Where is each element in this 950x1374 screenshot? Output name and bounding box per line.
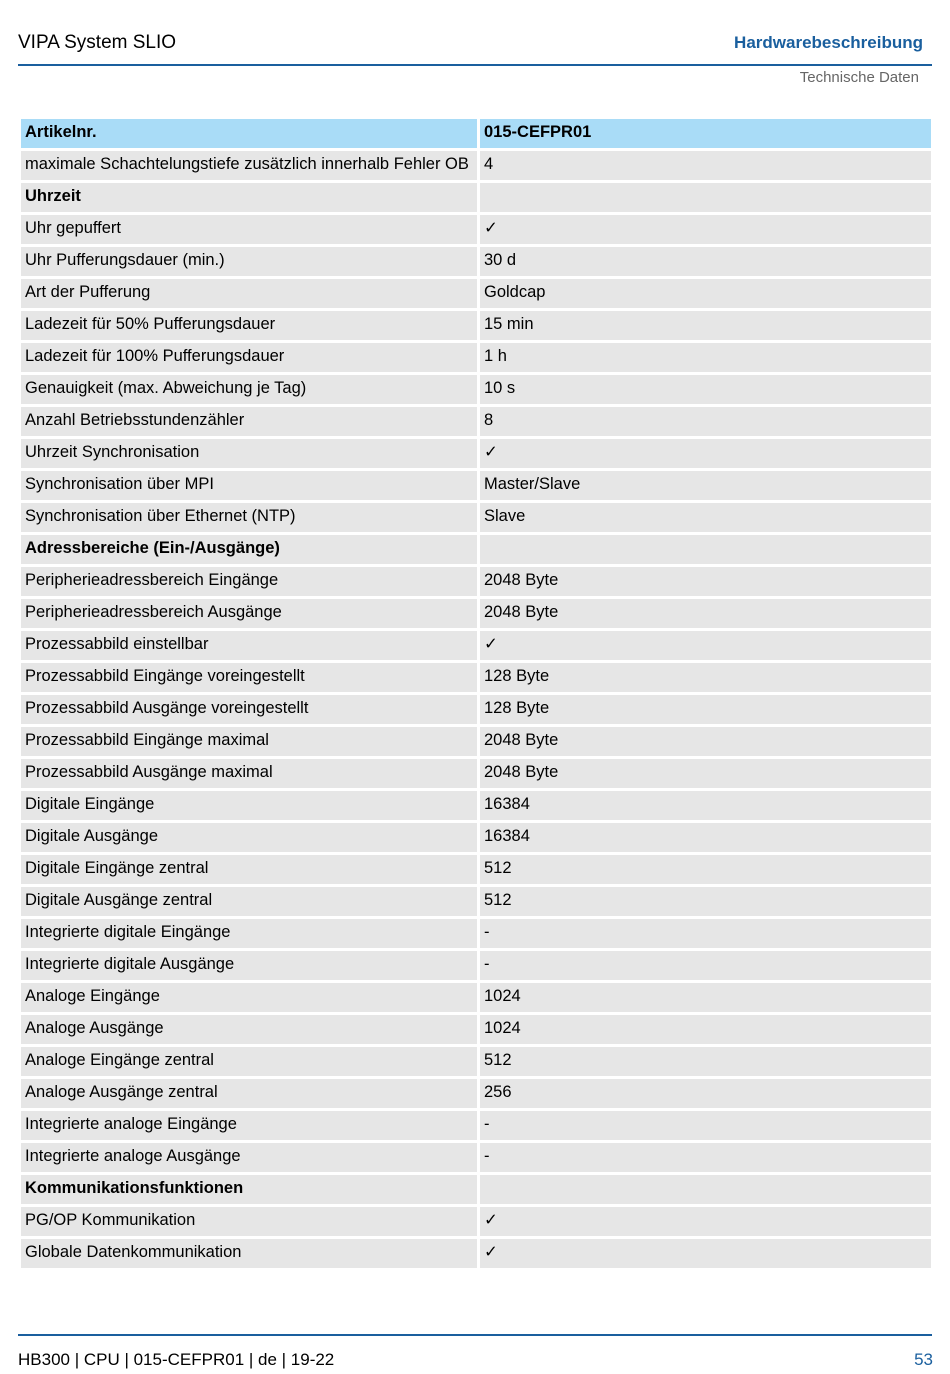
table-section-row [21, 183, 931, 212]
spec-value: Master/Slave [480, 471, 931, 500]
table-header-row [21, 119, 931, 148]
spec-value [480, 535, 931, 564]
spec-value: 2048 Byte [480, 727, 931, 756]
spec-label: Integrierte analoge Eingänge [21, 1111, 477, 1140]
footer-divider [18, 1334, 932, 1336]
spec-value: 1 h [480, 343, 931, 372]
spec-label: Analoge Ausgänge zentral [21, 1079, 477, 1108]
table-row [21, 855, 931, 884]
spec-label: Analoge Eingänge zentral [21, 1047, 477, 1076]
spec-value: 2048 Byte [480, 567, 931, 596]
spec-table [18, 116, 934, 1271]
table-row [21, 663, 931, 692]
spec-label: Peripherieadressbereich Ausgänge [21, 599, 477, 628]
table-row [21, 951, 931, 980]
header-chapter-title: Hardwarebeschreibung [734, 33, 923, 52]
spec-label: Synchronisation über Ethernet (NTP) [21, 503, 477, 532]
table-row [21, 215, 931, 244]
table-header-value: 015-CEFPR01 [480, 119, 931, 148]
spec-value [480, 183, 931, 212]
spec-label: Genauigkeit (max. Abweichung je Tag) [21, 375, 477, 404]
spec-label: Prozessabbild Ausgänge voreingestellt [21, 695, 477, 724]
table-row [21, 1079, 931, 1108]
table-row [21, 1239, 931, 1268]
spec-label: Art der Pufferung [21, 279, 477, 308]
table-row [21, 279, 931, 308]
table-row [21, 439, 931, 468]
spec-value: 16384 [480, 791, 931, 820]
table-row [21, 1111, 931, 1140]
table-row [21, 567, 931, 596]
spec-value: 8 [480, 407, 931, 436]
spec-value: 10 s [480, 375, 931, 404]
check-icon: ✓ [480, 1239, 931, 1268]
spec-label: Analoge Eingänge [21, 983, 477, 1012]
section-heading: Kommunikationsfunktionen [21, 1175, 477, 1204]
table-row [21, 151, 931, 180]
table-section-row [21, 1175, 931, 1204]
section-heading: Uhrzeit [21, 183, 477, 212]
check-icon: ✓ [480, 1207, 931, 1236]
spec-label: Prozessabbild einstellbar [21, 631, 477, 660]
spec-value: - [480, 1143, 931, 1172]
table-row [21, 791, 931, 820]
table-row [21, 823, 931, 852]
table-row [21, 247, 931, 276]
spec-label: Analoge Ausgänge [21, 1015, 477, 1044]
spec-label: Prozessabbild Eingänge voreingestellt [21, 663, 477, 692]
spec-label: Peripherieadressbereich Eingänge [21, 567, 477, 596]
table-row [21, 375, 931, 404]
table-row [21, 1047, 931, 1076]
spec-label: Integrierte digitale Ausgänge [21, 951, 477, 980]
table-row [21, 695, 931, 724]
check-icon: ✓ [480, 215, 931, 244]
section-heading: Adressbereiche (Ein-/Ausgänge) [21, 535, 477, 564]
spec-value: - [480, 1111, 931, 1140]
spec-value: 512 [480, 887, 931, 916]
spec-label: PG/OP Kommunikation [21, 1207, 477, 1236]
spec-value: Slave [480, 503, 931, 532]
spec-value: 2048 Byte [480, 599, 931, 628]
spec-label: Digitale Ausgänge zentral [21, 887, 477, 916]
table-row [21, 919, 931, 948]
table-row [21, 343, 931, 372]
table-row [21, 311, 931, 340]
spec-value: 2048 Byte [480, 759, 931, 788]
table-row [21, 759, 931, 788]
spec-value: - [480, 919, 931, 948]
spec-label: Ladezeit für 100% Pufferungsdauer [21, 343, 477, 372]
spec-label: maximale Schachtelungstiefe zusätzlich innerhalb Fehler OB [21, 151, 477, 180]
spec-value: Goldcap [480, 279, 931, 308]
table-row [21, 1015, 931, 1044]
footer-document-info: HB300 | CPU | 015-CEFPR01 | de | 19-22 [18, 1350, 335, 1369]
header-section-title: Technische Daten [799, 69, 919, 86]
table-row [21, 887, 931, 916]
table-header-label: Artikelnr. [21, 119, 477, 148]
spec-value: 256 [480, 1079, 931, 1108]
spec-value: 128 Byte [480, 663, 931, 692]
spec-label: Ladezeit für 50% Pufferungsdauer [21, 311, 477, 340]
footer-page-number: 53 [914, 1350, 933, 1369]
table-row [21, 631, 931, 660]
spec-value: 1024 [480, 983, 931, 1012]
spec-label: Integrierte analoge Ausgänge [21, 1143, 477, 1172]
header-divider [18, 64, 932, 66]
header-product-title: VIPA System SLIO [18, 32, 177, 53]
spec-label: Synchronisation über MPI [21, 471, 477, 500]
table-row [21, 503, 931, 532]
table-row [21, 1143, 931, 1172]
spec-value: 30 d [480, 247, 931, 276]
table-row [21, 1207, 931, 1236]
spec-label: Anzahl Betriebsstundenzähler [21, 407, 477, 436]
spec-value: 4 [480, 151, 931, 180]
table-row [21, 471, 931, 500]
table-row [21, 727, 931, 756]
spec-label: Prozessabbild Eingänge maximal [21, 727, 477, 756]
spec-label: Uhrzeit Synchronisation [21, 439, 477, 468]
check-icon: ✓ [480, 631, 931, 660]
spec-value: 512 [480, 1047, 931, 1076]
spec-label: Uhr Pufferungsdauer (min.) [21, 247, 477, 276]
spec-label: Globale Datenkommunikation [21, 1239, 477, 1268]
table-row [21, 407, 931, 436]
spec-value: - [480, 951, 931, 980]
spec-label: Prozessabbild Ausgänge maximal [21, 759, 477, 788]
table-row [21, 599, 931, 628]
spec-value: 1024 [480, 1015, 931, 1044]
check-icon: ✓ [480, 439, 931, 468]
spec-value: 16384 [480, 823, 931, 852]
table-row [21, 983, 931, 1012]
spec-label: Digitale Ausgänge [21, 823, 477, 852]
table-section-row [21, 535, 931, 564]
spec-label: Integrierte digitale Eingänge [21, 919, 477, 948]
spec-label: Digitale Eingänge [21, 791, 477, 820]
spec-label: Digitale Eingänge zentral [21, 855, 477, 884]
spec-value: 512 [480, 855, 931, 884]
spec-value [480, 1175, 931, 1204]
spec-label: Uhr gepuffert [21, 215, 477, 244]
spec-value: 15 min [480, 311, 931, 340]
spec-value: 128 Byte [480, 695, 931, 724]
